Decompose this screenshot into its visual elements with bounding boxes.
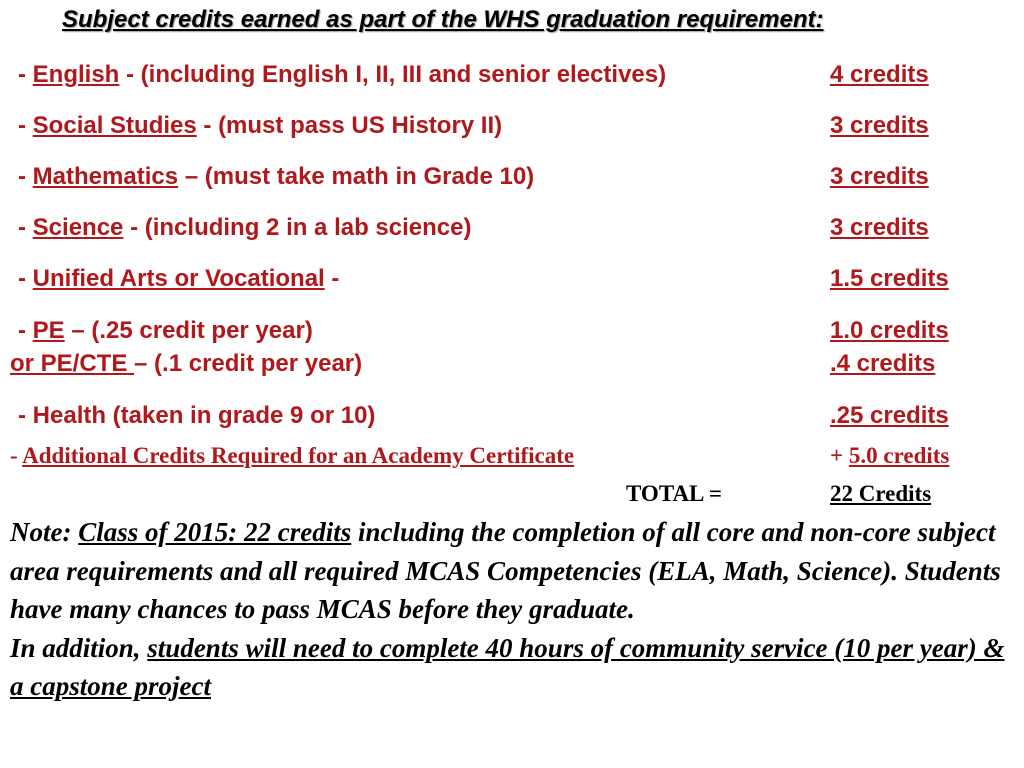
- plus-sign: +: [830, 443, 849, 468]
- credits-value: 1.0 credits: [830, 317, 949, 344]
- subject-name: Social Studies: [32, 112, 197, 139]
- row-prefix: -: [18, 61, 33, 88]
- subject-description: – (.1 credit per year): [134, 350, 363, 377]
- row-prefix: -: [18, 214, 33, 241]
- requirement-row-english: [18, 61, 666, 89]
- academy-label: Additional Credits Required for an Academy Certificate: [22, 443, 575, 468]
- subject-description: – (must take math in Grade 10): [178, 163, 535, 190]
- requirement-row-academy: [10, 443, 574, 469]
- note-lead: In addition,: [10, 632, 148, 663]
- credits-value: .25 credits: [830, 402, 949, 429]
- note-paragraph: [10, 513, 1015, 629]
- row-prefix: -: [18, 163, 33, 190]
- requirement-row-social-studies: [18, 112, 502, 140]
- subject-description: - (including English I, II, III and senior electives): [119, 61, 667, 88]
- subject-name: or PE/CTE: [10, 350, 135, 377]
- note-block: [10, 513, 1015, 706]
- credits-value: 3 credits: [830, 112, 929, 139]
- credits-value: .4 credits: [830, 350, 936, 377]
- requirement-row-science: [18, 214, 471, 242]
- subject-description: - (must pass US History II): [196, 112, 503, 139]
- credits-value: 3 credits: [830, 163, 929, 190]
- subject-description: – (.25 credit per year): [64, 317, 313, 344]
- credits-value: 5.0 credits: [848, 443, 950, 468]
- requirement-row-mathematics: [18, 163, 534, 191]
- requirement-row-pe-cte: [10, 350, 362, 378]
- row-prefix: -: [18, 112, 33, 139]
- subject-name: English: [32, 61, 120, 88]
- subject-name: Mathematics: [32, 163, 179, 190]
- note-highlight: Class of 2015: 22 credits: [78, 517, 352, 547]
- page-title: Subject credits earned as part of the WHS graduation requirement:: [62, 6, 824, 33]
- row-prefix: -: [10, 443, 23, 468]
- requirement-row-unified-arts: [18, 265, 339, 293]
- note-paragraph: [10, 629, 1015, 706]
- requirement-row-pe: [18, 317, 313, 345]
- subject-description: - (including 2 in a lab science): [123, 214, 472, 241]
- total-label: TOTAL =: [626, 481, 722, 506]
- row-prefix: -: [18, 317, 33, 344]
- requirement-row-health: - Health (taken in grade 9 or 10): [18, 402, 376, 429]
- note-highlight: students will need to complete 40 hours of community service (10 per year) & a capstone project: [10, 632, 1005, 701]
- academy-credits: [830, 443, 949, 469]
- note-text: including the completion of all core and non-core subject area requirements and all required MCAS Competencies (ELA, Math, Science). Students have many chances to pass MCAS before they graduate.: [10, 517, 1001, 624]
- subject-description: -: [324, 265, 340, 292]
- credits-value: 3 credits: [830, 214, 929, 241]
- credits-value: 1.5 credits: [830, 265, 949, 292]
- subject-name: PE: [32, 317, 65, 344]
- total-value: 22 Credits: [830, 481, 932, 506]
- subject-name: Unified Arts or Vocational: [32, 265, 325, 292]
- credits-value: 4 credits: [830, 61, 929, 88]
- subject-name: Science: [32, 214, 124, 241]
- note-lead: Note:: [10, 517, 79, 547]
- row-prefix: -: [18, 265, 33, 292]
